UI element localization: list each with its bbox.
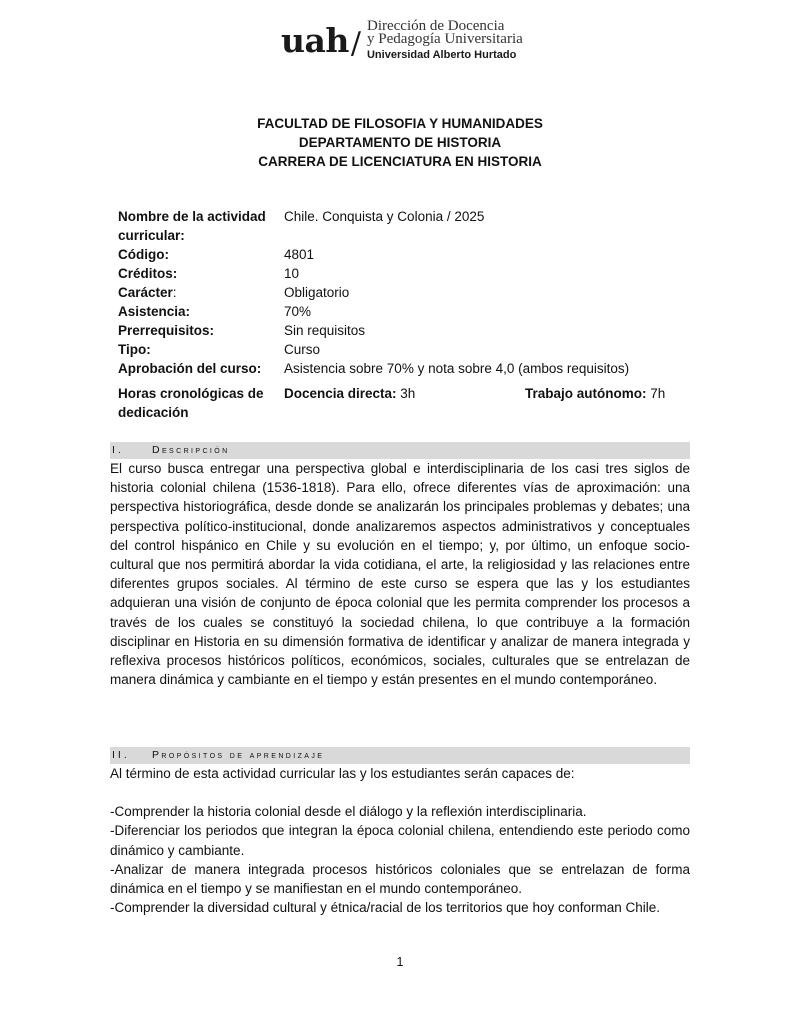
info-value: 4801	[284, 247, 315, 262]
info-value: Asistencia sobre 70% y nota sobre 4,0 (ambos requisitos)	[284, 361, 630, 376]
logo-line-3: Universidad Alberto Hurtado	[366, 49, 517, 61]
course-info-table	[118, 207, 688, 422]
info-label: Prerrequisitos:	[118, 323, 215, 338]
section-title: Propósitos de aprendizaje	[152, 749, 325, 761]
department-title: DEPARTAMENTO DE HISTORIA	[298, 135, 502, 150]
spacer	[110, 783, 690, 802]
info-value: Sin requisitos	[284, 323, 366, 338]
section-heading-descripcion	[110, 442, 690, 459]
logo-line-2: y Pedagogía Universitaria	[366, 31, 523, 47]
logo-mark: uah	[281, 21, 349, 60]
info-label: Créditos:	[118, 266, 178, 281]
page-number: 1	[396, 955, 404, 969]
info-value: 70%	[284, 304, 312, 319]
info-row-nombre	[118, 207, 688, 245]
caracter-label: Carácter	[118, 285, 173, 300]
section-heading-propositos	[110, 747, 690, 764]
info-row-prerrequisitos	[118, 321, 688, 340]
info-value: Obligatorio	[284, 285, 350, 300]
purpose-item: -Comprender la diversidad cultural y étnica/racial de los territorios que hoy conforman Chile.	[110, 900, 661, 916]
purposes-intro: Al término de esta actividad curricular las y los estudiantes serán capaces de:	[110, 766, 575, 781]
description-text: El curso busca entregar una perspectiva global e interdisciplinaria de los casi tres siglos de historia colonial chilena (1536-1818). Para ello, ofrece diferentes vías de aproximación: una perspectiva historiográfica, desde donde se analizarán los principales problemas y debates; una perspectiva político-institucional, donde analizaremos aspectos administrativos y conceptuales del control hispánico en Chile y su evolución en el tiempo; y, por último, un enfoque socio-cultural que nos permitirá abordar la vida cotidiana, el arte, la religiosidad y las relaciones entre diferentes grupos sociales. Al término de este curso se espera que las y los estudiantes adquieran una visión de conjunto de época colonial que les permita comprender los procesos a través de los cuales se constituyó la sociedad chilena, lo que contribuye a la formación disciplinar en Historia en su dimensión formativa de identificar y analizar de manera integrada y reflexiva procesos históricos políticos, económicos, sociales, culturales que se entrelazan de manera dinámica y cambiante en el tiempo y están presentes en el mundo contemporáneo.	[110, 461, 690, 688]
info-row-aprobacion	[118, 359, 688, 378]
description-paragraph	[110, 459, 690, 689]
docencia-label: Docencia directa:	[284, 386, 397, 401]
info-value: Chile. Conquista y Colonia / 2025	[284, 209, 485, 224]
info-row-caracter	[118, 283, 688, 302]
info-label: Código:	[118, 247, 169, 262]
trabajo-label: Trabajo autónomo:	[525, 386, 647, 401]
horas-label-2: dedicación	[118, 405, 189, 420]
info-row-creditos	[118, 264, 688, 283]
info-value-hours	[284, 384, 688, 422]
info-label: Tipo:	[118, 342, 151, 357]
info-value: Curso	[284, 342, 321, 357]
info-label	[118, 283, 284, 302]
info-row-tipo	[118, 340, 688, 359]
info-label	[118, 207, 284, 245]
university-logo	[281, 20, 523, 70]
trabajo-value: 7h	[646, 386, 666, 401]
docencia-value: 3h	[396, 386, 416, 401]
logo-text	[367, 20, 523, 62]
purpose-item: -Diferenciar los periodos que integran la época colonial chilena, entendiendo este periodo como dinámico y cambiante.	[110, 823, 690, 858]
nombre-label-2: curricular:	[118, 228, 185, 243]
program-title: CARRERA DE LICENCIATURA EN HISTORIA	[258, 154, 542, 169]
trabajo-autonomo	[525, 384, 665, 422]
section-number: II.	[112, 749, 130, 761]
document-header	[0, 114, 800, 171]
info-row-horas	[118, 384, 688, 422]
info-label: Asistencia:	[118, 304, 191, 319]
purpose-item: -Comprender la historia colonial desde el diálogo y la reflexión interdisciplinaria.	[110, 804, 587, 820]
docencia-directa	[284, 384, 525, 422]
info-value: 10	[284, 266, 300, 281]
section-number: I.	[112, 444, 124, 456]
section-title: Descripción	[152, 444, 230, 456]
logo-slash: /	[350, 26, 361, 61]
purposes-block	[110, 764, 690, 917]
faculty-title: FACULTAD DE FILOSOFIA Y HUMANIDADES	[257, 116, 543, 131]
nombre-label-1: Nombre de la actividad	[118, 209, 266, 224]
info-label: Aprobación del curso:	[118, 361, 262, 376]
logo-line-1: Dirección de Docencia	[366, 18, 505, 34]
info-label	[118, 384, 284, 422]
info-row-codigo	[118, 245, 688, 264]
info-row-asistencia	[118, 302, 688, 321]
caracter-colon: :	[172, 285, 177, 300]
purpose-item: -Analizar de manera integrada procesos históricos coloniales que se entrelazan de forma dinámica en el tiempo y se manifiestan en el mundo contemporáneo.	[110, 861, 690, 897]
horas-label-1: Horas cronológicas de	[118, 386, 264, 401]
